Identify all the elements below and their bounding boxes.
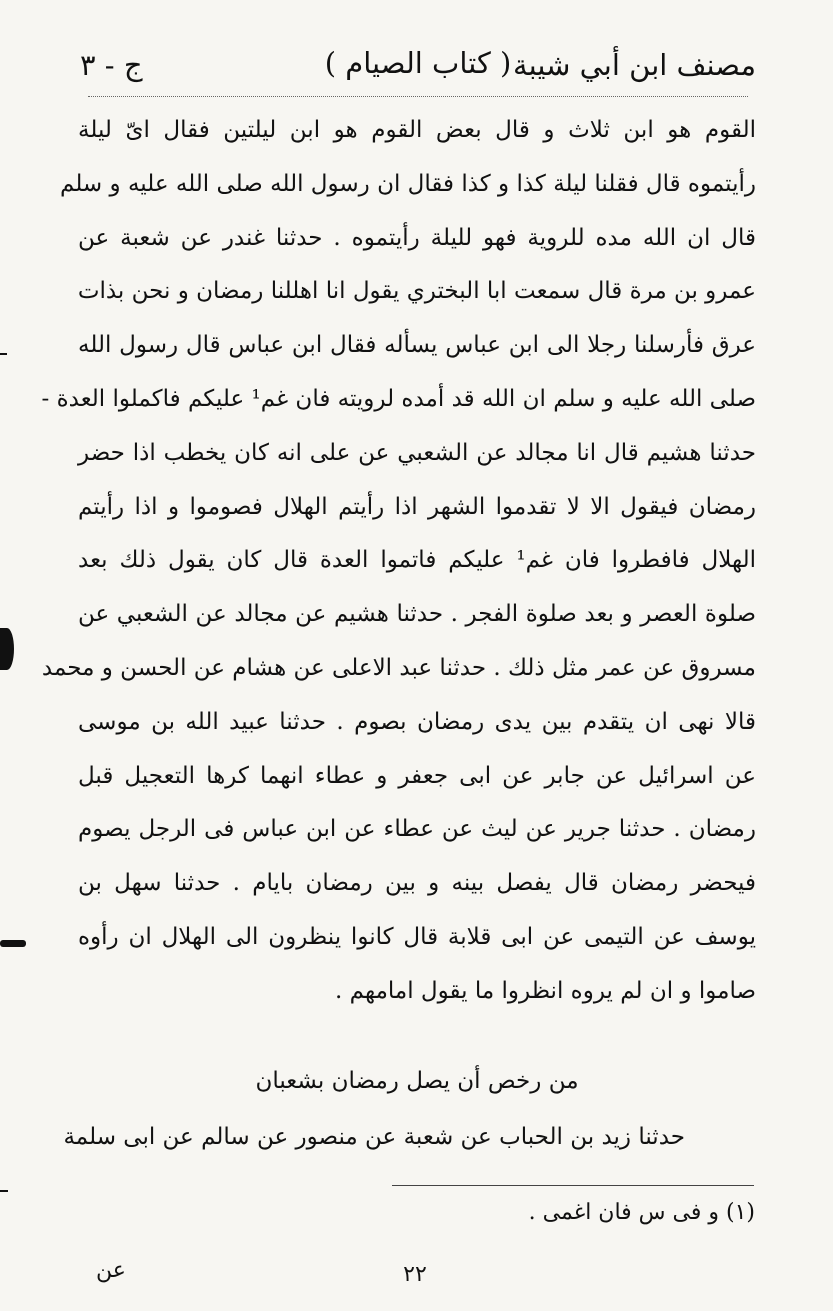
page-number: ٢٢ xyxy=(403,1262,427,1287)
footnote-rule xyxy=(392,1185,754,1186)
text-line: عرق فأرسلنا رجلا الى ابن عباس يسأله فقال ابن عباس قال رسول الله xyxy=(78,332,756,359)
book-title: مصنف ابن أبي شيبة xyxy=(513,48,756,82)
chapter-title: ( كتاب الصيام ) xyxy=(324,46,512,80)
section-heading: من رخص أن يصل رمضان بشعبان xyxy=(255,1068,579,1094)
catchword: عن xyxy=(96,1258,126,1283)
text-line: القوم هو ابن ثلاث و قال بعض القوم هو ابن ليلتين فقال اىّ ليلة xyxy=(78,117,756,143)
running-header xyxy=(80,44,756,94)
volume-number: ج - ٣ xyxy=(80,48,143,82)
ink-blot xyxy=(0,940,26,947)
ink-mark xyxy=(0,1190,8,1192)
main-text xyxy=(41,104,756,1019)
text-line: رأيتموه قال فقلنا ليلة كذا و كذا فقال ان رسول الله صلى الله عليه و سلم xyxy=(60,170,756,197)
text-line: رمضان . حدثنا جرير عن ليث عن عطاء عن ابن عباس فى الرجل يصوم xyxy=(78,816,756,843)
text-line: قال ان الله مده للروية فهو لليلة رأيتموه . حدثنا غندر عن شعبة عن xyxy=(78,224,756,251)
text-line: قالا نهى ان يتقدم بين يدى رمضان بصوم . حدثنا عبيد الله بن موسى xyxy=(78,708,756,735)
text-line: الهلال فافطروا فان غم¹ عليكم فاتموا العدة قال كان يقول ذلك بعد xyxy=(78,547,756,574)
text-line: رمضان فيقول الا لا تقدموا الشهر اذا رأيتم الهلال فصوموا و اذا رأيتم xyxy=(78,493,756,520)
text-line: مسروق عن عمر مثل ذلك . حدثنا عبد الاعلى عن هشام عن الحسن و محمد xyxy=(41,654,756,681)
text-line: عمرو بن مرة قال سمعت ابا البختري يقول انا اهللنا رمضان و نحن بذات xyxy=(77,278,756,305)
text-line: عن اسرائيل عن جابر عن ابى جعفر و عطاء انهما كرها التعجيل قبل xyxy=(78,762,756,789)
ink-mark xyxy=(0,353,7,355)
text-line: حدثنا هشيم قال انا مجالد عن الشعبي عن على انه كان يخطب اذا حضر xyxy=(78,439,756,466)
text-line: صلى الله عليه و سلم ان الله قد أمده لرويته فان غم¹ عليكم فاكملوا العدة - xyxy=(41,385,756,412)
text-line: فيحضر رمضان قال يفصل بينه و بين رمضان بايام . حدثنا سهل بن xyxy=(78,870,756,897)
header-rule xyxy=(88,96,748,97)
closing-text-line: حدثنا زيد بن الحباب عن شعبة عن منصور عن سالم عن ابى سلمة xyxy=(63,1124,685,1150)
ink-blot xyxy=(0,628,14,670)
footnote: (١) و فى س فان اغمى . xyxy=(528,1200,755,1225)
text-line: صلوة العصر و بعد صلوة الفجر . حدثنا هشيم عن مجالد عن الشعبي عن xyxy=(78,601,756,628)
text-line: يوسف عن التيمى عن ابى قلابة قال كانوا ينظرون الى الهلال ان رأوه xyxy=(78,923,756,950)
text-line: صاموا و ان لم يروه انظروا ما يقول امامهم . xyxy=(335,977,756,1004)
